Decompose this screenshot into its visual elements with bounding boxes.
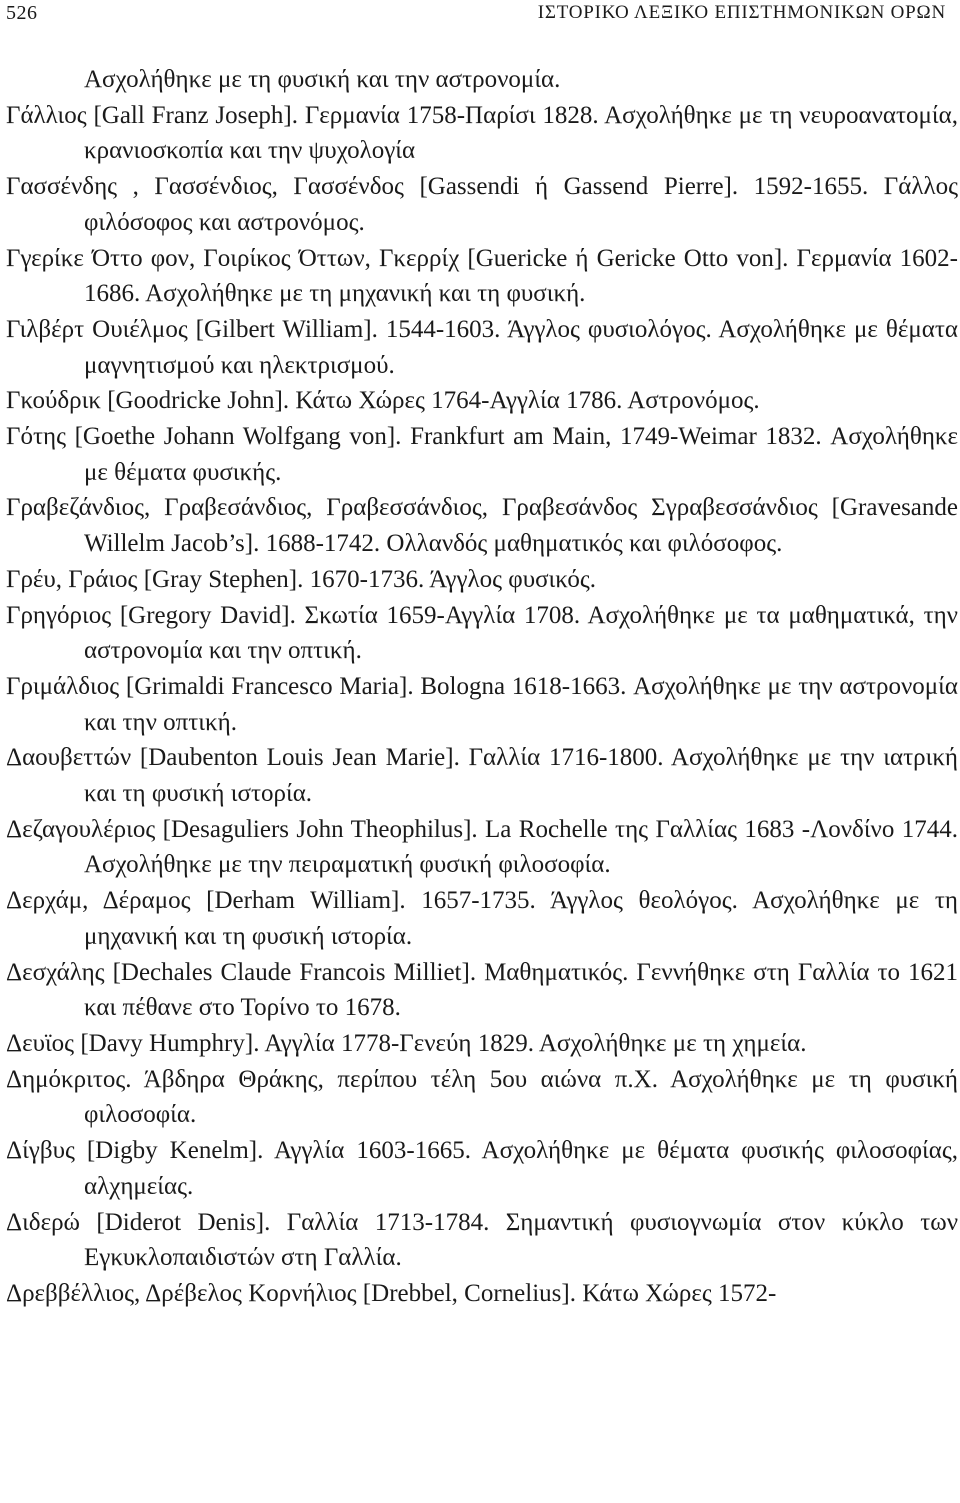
glossary-entry: Γγερίκε Όττο φον, Γοιρίκος Όττων, Γκερρίχ [Guericke ή Gericke Otto von]. Γερμανία 1602-1686. Ασχολήθηκε με τη μηχανική και τη φυσική. — [6, 244, 958, 308]
glossary-entry: Γάλλιος [Gall Franz Joseph]. Γερμανία 1758-Παρίσι 1828. Ασχολήθηκε με τη νευροανατομία, κρανιοσκοπία και την ψυχολογία — [6, 101, 958, 165]
glossary-entry: Ασχολήθηκε με τη φυσική και την αστρονομία. — [84, 66, 561, 93]
glossary-entry: Δεζαγουλέριος [Desaguliers John Theophilus]. La Rochelle της Γαλλίας 1683 -Λονδίνο 1744. Ασχολήθηκε με την πειραματική φυσική φιλοσοφία. — [6, 815, 958, 879]
page-number: 526 — [6, 2, 38, 24]
glossary-entries — [6, 62, 958, 1312]
running-title: ΙΣΤΟΡΙΚΟ ΛΕΞΙΚΟ ΕΠΙΣΤΗΜΟΝΙΚΩΝ ΟΡΩΝ — [537, 2, 946, 23]
glossary-entry: Δαουβεττών [Daubenton Louis Jean Marie]. Γαλλία 1716-1800. Ασχολήθηκε με την ιατρική και τη φυσική ιστορία. — [6, 744, 958, 808]
glossary-entry: Γκούδρικ [Goodricke John]. Κάτω Χώρες 1764-Αγγλία 1786. Αστρονόμος. — [6, 387, 760, 415]
glossary-entry: Γριμάλδιος [Grimaldi Francesco Maria]. Bologna 1618-1663. Ασχολήθηκε με την αστρονομία και την οπτική. — [6, 672, 958, 736]
glossary-entry: Γιλβέρτ Ουιέλμος [Gilbert William]. 1544-1603. Άγγλος φυσιολόγος. Ασχολήθηκε με θέματα μαγνητισμού και ηλεκτρισμού. — [6, 315, 958, 379]
glossary-entry: Δεσχάλης [Dechales Claude Francois Milliet]. Μαθηματικός. Γεννήθηκε στη Γαλλία το 1621 και πέθανε στο Τορίνο το 1678. — [6, 958, 958, 1022]
glossary-entry: Δερχάμ, Δέραμος [Derham William]. 1657-1735. Άγγλος θεολόγος. Ασχολήθηκε με τη μηχανική και τη φυσική ιστορία. — [6, 887, 958, 950]
glossary-entry: Γότης [Goethe Johann Wolfgang von]. Frankfurt am Main, 1749-Weimar 1832. Ασχολήθηκε με θέματα φυσικής. — [6, 423, 958, 486]
glossary-entry: Γασσένδης , Γασσένδιος, Γασσένδος [Gassendi ή Gassend Pierre]. 1592-1655. Γάλλος φιλόσοφος και αστρονόμος. — [6, 173, 958, 236]
glossary-entry: Δημόκριτος. Άβδηρα Θράκης, περίπου τέλη 5ου αιώνα π.Χ. Ασχολήθηκε με τη φυσική φιλοσοφία. — [6, 1065, 958, 1129]
glossary-entry: Δίγβυς [Digby Kenelm]. Αγγλία 1603-1665. Ασχολήθηκε με θέματα φυσικής φιλοσοφίας, αλχημείας. — [6, 1137, 958, 1200]
glossary-entry: Γρέυ, Γράιος [Gray Stephen]. 1670-1736. Άγγλος φυσικός. — [6, 565, 596, 593]
glossary-entry: Δευϊος [Davy Humphry]. Αγγλία 1778-Γενεύη 1829. Ασχολήθηκε με τη χημεία. — [6, 1029, 807, 1057]
glossary-entry: Γρηγόριος [Gregory David]. Σκωτία 1659-Αγγλία 1708. Ασχολήθηκε με τα μαθηματικά, την αστρονομία και την οπτική. — [6, 601, 958, 665]
glossary-entry: Γραβεζάνδιος, Γραβεσάνδιος, Γραβεσσάνδιος, Γραβεσάνδος Σγραβεσσάνδιος [Gravesande Willelm Jacob’s]. 1688-1742. Ολλανδός μαθηματικός και φιλόσοφος. — [6, 494, 958, 558]
glossary-entry: Διδερώ [Diderot Denis]. Γαλλία 1713-1784. Σημαντική φυσιογνωμία στον κύκλο των Εγκυκλοπαιδιστών στη Γαλλία. — [6, 1208, 958, 1272]
page-header — [0, 0, 960, 30]
glossary-entry: Δρεββέλλιος, Δρέβελος Κορνήλιος [Drebbel, Cornelius]. Κάτω Χώρες 1572- — [6, 1279, 777, 1307]
